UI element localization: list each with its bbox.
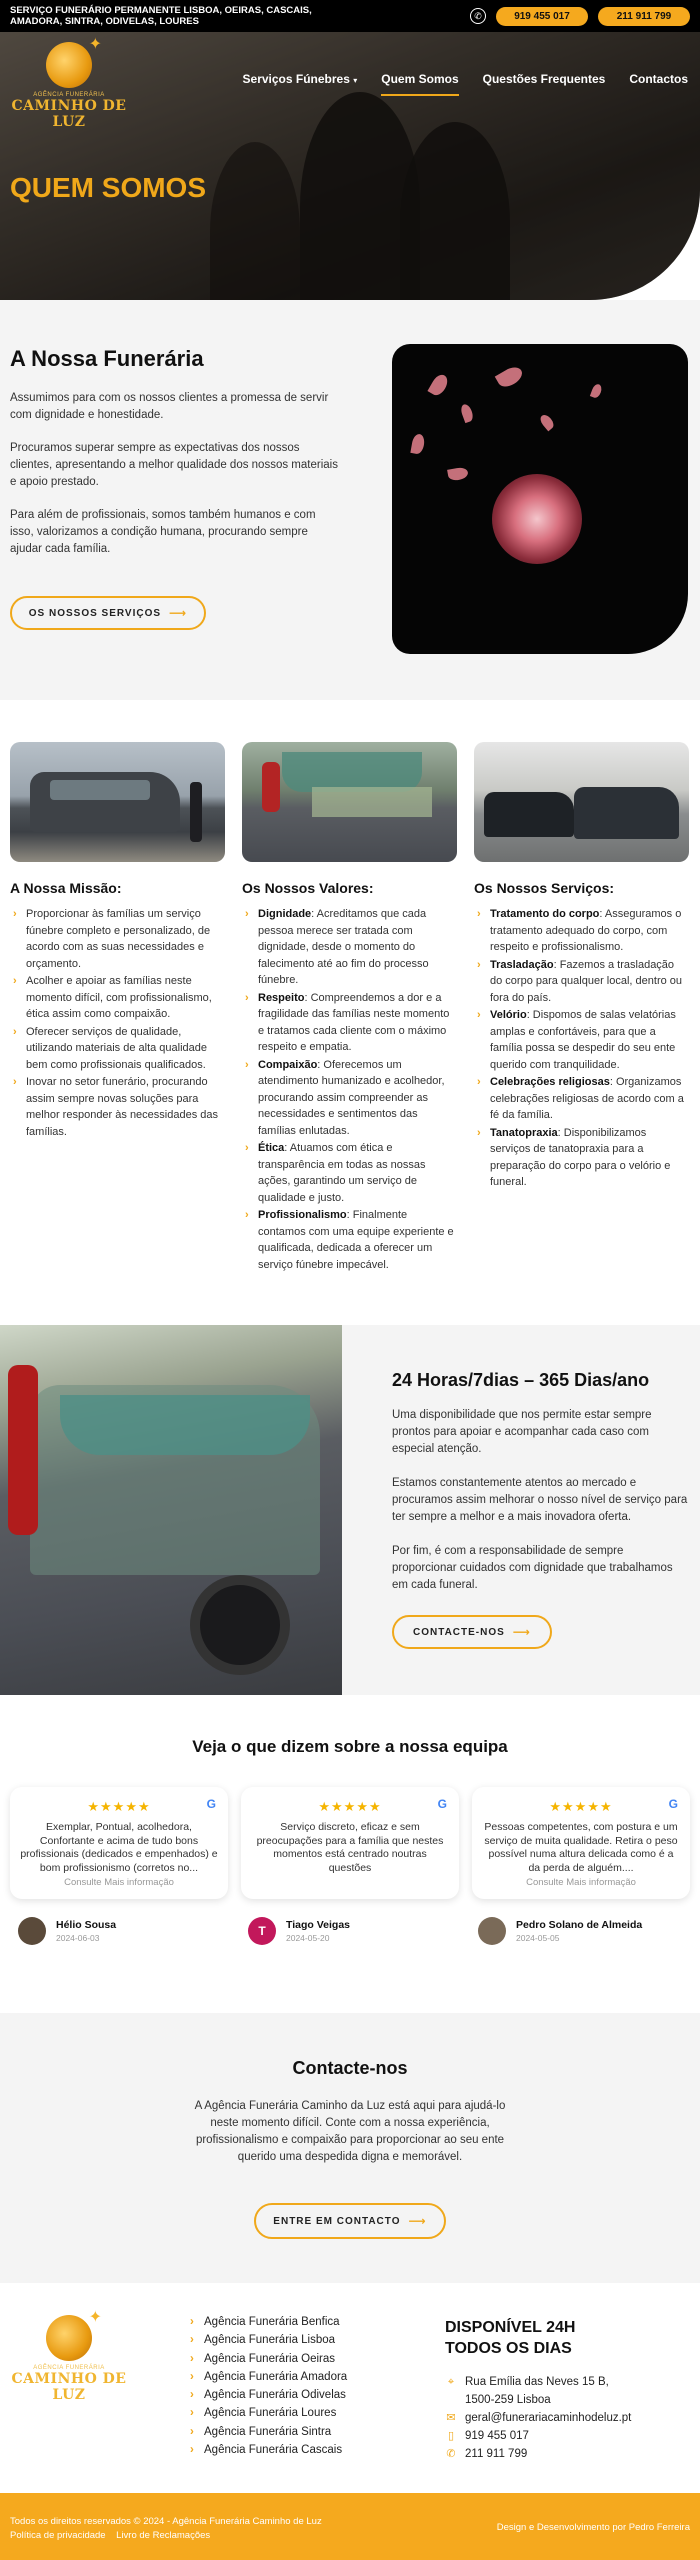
avatar — [478, 1917, 506, 1945]
nav-services[interactable]: Serviços Fúnebres ▾ — [242, 72, 358, 86]
footer-link[interactable]: › Agência Funerária Cascais — [190, 2441, 347, 2459]
values-list — [242, 906, 457, 1273]
footer-link[interactable]: › Agência Funerária Benfica — [190, 2313, 347, 2331]
page-title: QUEM SOMOS — [10, 172, 207, 203]
rating-stars: ★★★★★ — [318, 1799, 382, 1814]
about-title: A Nossa Funerária — [10, 346, 204, 371]
author-name: Hélio Sousa — [56, 1919, 117, 1931]
review-author — [18, 1917, 116, 1945]
reviews-title: Veja o que dizem sobre a nossa equipa — [192, 1737, 508, 1756]
availability-paragraph: Por fim, é com a responsabilidade de sempre proporcionar cuidados com dignidade que trabalhamos em cada funeral. — [392, 1545, 673, 1591]
footer-link[interactable]: › Agência Funerária Sintra — [190, 2423, 347, 2441]
credit-link[interactable]: Design e Desenvolvimento por Pedro Ferreira — [496, 2522, 690, 2533]
read-more-link[interactable]: Consulte Mais informação — [64, 1877, 174, 1888]
nav-contacts[interactable]: Contactos — [629, 72, 688, 86]
logo-sun-icon — [46, 42, 92, 88]
list-item: › Velório: Dispomos de salas velatórias amplas e confortáveis, para que a família possa se despedir do seu ente querido com tranquilidade. — [474, 1007, 689, 1073]
contact-title: Contacte-nos — [292, 2058, 408, 2078]
mission-list — [10, 906, 225, 1140]
copyright: Todos os direitos reservados © 2024 - Agência Funerária Caminho de Luz — [10, 2516, 322, 2527]
services-title: Os Nossos Serviços: — [474, 880, 615, 896]
footer-link[interactable]: › Agência Funerária Odivelas — [190, 2386, 347, 2404]
services-column — [474, 742, 689, 1192]
phone-icon: ✆ — [446, 2448, 456, 2460]
google-icon: G — [437, 1797, 447, 1811]
address: 1500-259 Lisboa — [465, 2394, 551, 2406]
location-icon: ⌖ — [447, 2376, 455, 2388]
list-item: › Inovar no setor funerário, procurando assim sempre novas soluções para melhor responder às necessidades das famílias. — [10, 1074, 225, 1140]
review-text: Pessoas competentes, com postura e um serviço de muita qualidade. Retira o peso possível numa altura delicada como é a da perda de alguém.... — [484, 1821, 678, 1874]
contact-us-button[interactable]: CONTACTE-NOS ⟶ — [392, 1615, 552, 1649]
footer-link[interactable]: › Agência Funerária Oeiras — [190, 2350, 347, 2368]
logo-subtitle: AGÊNCIA FUNERÁRIA — [33, 92, 105, 98]
about-paragraph: Para além de profissionais, somos também humanos e com isso, valorizamos a condição humana, procurando sempre ajudar cada família. — [10, 509, 316, 555]
values-column — [242, 742, 457, 1274]
list-item: › Tanatopraxia: Disponibilizamos serviços de tanatopraxia para a preparação do corpo para o velório e funeral. — [474, 1125, 689, 1191]
email-link[interactable]: ✉ geral@funerariacaminhodeluz.pt — [445, 2409, 631, 2427]
list-item: › Proporcionar às famílias um serviço fúnebre completo e personalizado, de acordo com as suas necessidades e orçamento. — [10, 906, 225, 972]
review-date: 2024-06-03 — [56, 1933, 100, 1943]
hearse-photo — [10, 742, 225, 862]
hearse-interior-photo — [242, 742, 457, 862]
rating-stars: ★★★★★ — [87, 1799, 151, 1814]
hero-banner — [0, 32, 700, 300]
avatar: T — [248, 1917, 276, 1945]
google-icon: G — [668, 1797, 678, 1811]
review-date: 2024-05-20 — [286, 1933, 330, 1943]
mail-icon: ✉ — [446, 2412, 456, 2424]
about-paragraph: Procuramos superar sempre as expectativas dos nossos clientes, apresentando a melhor qualidade dos nossos materiais e apoio prestado. — [10, 442, 338, 488]
values-title: Os Nossos Valores: — [242, 880, 374, 896]
arrow-right-icon: ⟶ — [512, 1625, 531, 1639]
review-date: 2024-05-05 — [516, 1933, 560, 1943]
contact-section — [0, 2013, 700, 2283]
footer-links — [190, 2313, 347, 2459]
footer-link[interactable]: › Agência Funerária Lisboa — [190, 2331, 347, 2349]
logo-subtitle: AGÊNCIA FUNERÁRIA — [33, 2365, 105, 2371]
phone-button-2[interactable]: 211 911 799 — [598, 7, 690, 26]
author-name: Tiago Veigas — [286, 1919, 350, 1931]
footer-link[interactable]: › Agência Funerária Amadora — [190, 2368, 347, 2386]
footer-logo[interactable] — [10, 2315, 128, 2403]
footer — [0, 2283, 700, 2493]
review-text: Serviço discreto, eficaz e sem preocupações para a família que nestes momentos está centrado noutras questões — [256, 1821, 444, 1874]
google-icon: G — [206, 1797, 216, 1811]
mission-column — [10, 742, 225, 1141]
nav-faq[interactable]: Questões Frequentes — [482, 72, 606, 86]
logo-name: CAMINHO DE LUZ — [11, 2371, 127, 2403]
complaints-link[interactable]: Livro de Reclamações — [116, 2530, 211, 2541]
nav-about[interactable]: Quem Somos — [381, 72, 458, 94]
whatsapp-icon[interactable]: ✆ — [470, 8, 486, 24]
arrow-right-icon: ⟶ — [408, 2214, 427, 2228]
list-item: › Dignidade: Acreditamos que cada pessoa merece ser tratada com dignidade, desde o momento do falecimento até ao fim do processo fúnebre. — [242, 906, 457, 989]
privacy-link[interactable]: Política de privacidade — [10, 2530, 106, 2541]
mobile-icon: ▯ — [447, 2430, 455, 2442]
logo[interactable] — [10, 42, 128, 130]
availability-paragraph: Uma disponibilidade que nos permite estar sempre prontos para apoiar e acompanhar cada caso com especial atenção. — [392, 1409, 652, 1455]
availability-heading: DISPONÍVEL 24H TODOS OS DIAS — [445, 2319, 576, 2357]
service-area-text: SERVIÇO FUNERÁRIO PERMANENTE LISBOA, OEIRAS, CASCAIS, AMADORA, SINTRA, ODIVELAS, LOURES — [10, 5, 312, 27]
list-item: › Celebrações religiosas: Organizamos celebrações religiosas de acordo com a fé da família. — [474, 1074, 689, 1124]
hearses-photo — [474, 742, 689, 862]
list-item: › Oferecer serviços de qualidade, utilizando materiais de alta qualidade bem como profissionais qualificados. — [10, 1024, 225, 1074]
read-more-link[interactable]: Consulte Mais informação — [526, 1877, 636, 1888]
footer-link[interactable]: › Agência Funerária Loures — [190, 2404, 347, 2422]
rating-stars: ★★★★★ — [549, 1799, 613, 1814]
author-name: Pedro Solano de Almeida — [516, 1919, 643, 1931]
list-item: › Tratamento do corpo: Asseguramos o tratamento adequado do corpo, com respeito e profissionalismo. — [474, 906, 689, 956]
list-item: › Compaixão: Oferecemos um atendimento humanizado e acolhedor, procurando assim compreender as necessidades e sentimentos das famílias enlutadas. — [242, 1057, 457, 1140]
info-columns — [0, 700, 700, 1325]
mission-title: A Nossa Missão: — [10, 880, 122, 896]
list-item: › Ética: Atuamos com ética e transparência em todas as nossas ações, garantindo um serviço de qualidade e justo. — [242, 1140, 457, 1206]
logo-name: CAMINHO DE LUZ — [11, 98, 127, 130]
services-list — [474, 906, 689, 1191]
availability-paragraph: Estamos constantemente atentos ao mercado e procuramos assim melhorar o nosso nível de serviço para ter sempre a melhor e a mais inovadora oferta. — [392, 1477, 688, 1523]
arrow-right-icon: ⟶ — [169, 606, 188, 620]
flower-image — [392, 344, 688, 654]
review-card — [472, 1787, 690, 1899]
contact-text: A Agência Funerária Caminho da Luz está aqui para ajudá-lo neste momento difícil. Conte com a nossa experiência, profissionalismo e compaixão para proporcionar ao seu ente querido uma despedida digna e memorável. — [194, 2100, 506, 2163]
bottom-bar — [0, 2493, 700, 2560]
review-card — [10, 1787, 228, 1899]
get-in-touch-button[interactable]: ENTRE EM CONTACTO ⟶ — [254, 2203, 446, 2239]
list-item: › Respeito: Compreendemos a dor e a fragilidade das famílias neste momento e tratamos cada cliente com o máximo respeito e empatia. — [242, 990, 457, 1056]
list-item: › Trasladação: Fazemos a trasladação do corpo para qualquer local, dentro ou fora do país. — [474, 957, 689, 1007]
review-card — [241, 1787, 459, 1899]
list-item: › Acolher e apoiar as famílias neste momento difícil, com profissionalismo, ética assim como compaixão. — [10, 973, 225, 1023]
review-text: Exemplar, Pontual, acolhedora, Confortante e acima de tudo bons profissionais (dedicados e empenhados) e bom profissionismo (corretos no... — [20, 1821, 218, 1874]
about-section — [0, 300, 700, 700]
reviews-section — [0, 1695, 700, 2013]
our-services-button[interactable]: OS NOSSOS SERVIÇOS ⟶ — [10, 596, 206, 630]
avatar — [18, 1917, 46, 1945]
top-bar — [0, 0, 700, 32]
address: ⌖ Rua Emília das Neves 15 B, — [445, 2373, 631, 2391]
landline-phone-link[interactable]: ✆ 211 911 799 — [445, 2445, 631, 2463]
availability-title: 24 Horas/7dias – 365 Dias/ano — [392, 1370, 650, 1390]
review-author — [248, 1917, 350, 1945]
hearse-large-photo — [0, 1325, 342, 1695]
availability-section — [0, 1325, 700, 1695]
mobile-phone-link[interactable]: ▯ 919 455 017 — [445, 2427, 631, 2445]
logo-sun-icon — [46, 2315, 92, 2361]
main-nav — [243, 72, 688, 94]
contact-info — [445, 2373, 631, 2463]
phone-button-1[interactable]: 919 455 017 — [496, 7, 588, 26]
chevron-down-icon: ▾ — [353, 76, 358, 85]
review-author — [478, 1917, 642, 1945]
list-item: › Profissionalismo: Finalmente contamos com uma equipe experiente e qualificada, dedicada a oferecer um serviço fúnebre impecável. — [242, 1207, 457, 1273]
about-paragraph: Assumimos para com os nossos clientes a promessa de servir com dignidade e honestidade. — [10, 392, 329, 421]
